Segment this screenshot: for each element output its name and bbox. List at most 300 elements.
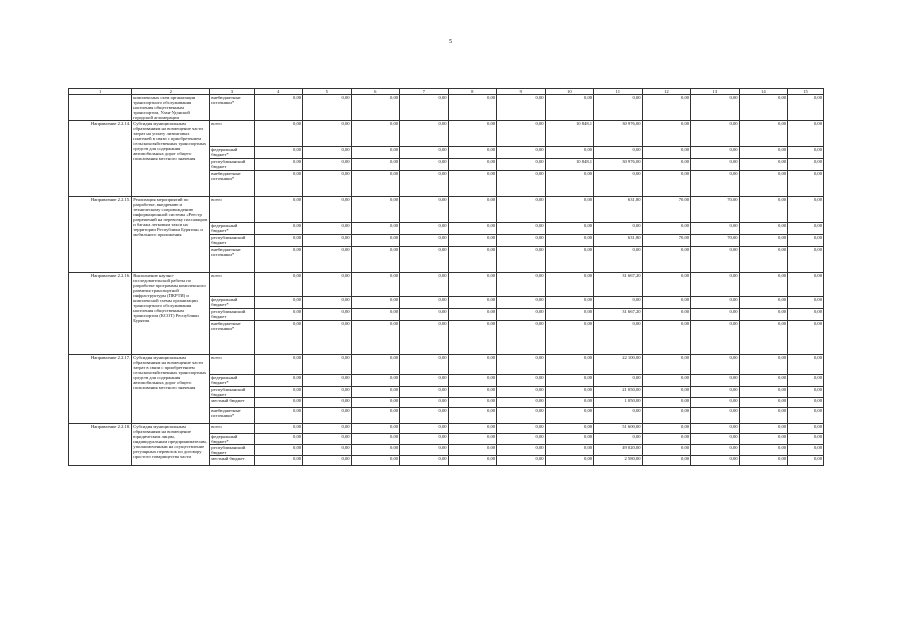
value-cell: 0,00 — [351, 159, 400, 171]
value-cell: 70,00 — [642, 235, 691, 247]
value-cell: 0,00 — [351, 247, 400, 273]
value-cell: 0,00 — [448, 408, 497, 424]
table-row — [69, 197, 824, 223]
value-cell: 10 848,1 — [545, 121, 594, 147]
funding-source-cell: внебюджетные источники* — [210, 408, 254, 424]
column-header: 6 — [351, 89, 400, 95]
funding-source-cell: всего — [210, 355, 254, 375]
value-cell: 0,00 — [351, 321, 400, 355]
value-cell: 0,00 — [594, 321, 643, 355]
value-cell: 0,00 — [545, 456, 594, 466]
value-cell: 0,00 — [642, 223, 691, 235]
value-cell: 0,00 — [545, 387, 594, 398]
value-cell: 0,00 — [788, 398, 824, 408]
value-cell: 0,00 — [739, 445, 788, 456]
value-cell: 0,00 — [351, 147, 400, 159]
funding-source-cell: внебюджетные источники* — [210, 321, 254, 355]
value-cell: 0,00 — [497, 297, 546, 309]
value-cell: 0,00 — [254, 197, 303, 223]
value-cell: 0,00 — [497, 235, 546, 247]
value-cell: 0,00 — [351, 121, 400, 147]
value-cell: 49 020,00 — [594, 445, 643, 456]
value-cell: 0,00 — [788, 297, 824, 309]
value-cell: 0,00 — [788, 247, 824, 273]
value-cell: 0,00 — [642, 445, 691, 456]
value-cell: 0,00 — [448, 171, 497, 197]
value-cell: 0,00 — [691, 321, 740, 355]
value-cell: 0,00 — [254, 159, 303, 171]
value-cell: 0,00 — [400, 445, 449, 456]
value-cell: 0,00 — [545, 309, 594, 321]
value-cell: 0,00 — [691, 355, 740, 375]
value-cell: 0,00 — [642, 424, 691, 434]
value-cell: 0,00 — [691, 445, 740, 456]
value-cell: 0,00 — [400, 235, 449, 247]
value-cell: 0,00 — [739, 223, 788, 235]
value-cell: 0,00 — [448, 273, 497, 297]
value-cell: 0,00 — [545, 321, 594, 355]
value-cell: 0,00 — [739, 247, 788, 273]
direction-cell: Направление 2.2.16. — [69, 273, 132, 355]
value-cell: 0,00 — [739, 121, 788, 147]
value-cell: 0,00 — [351, 375, 400, 387]
value-cell: 0,00 — [400, 309, 449, 321]
value-cell: 0,00 — [642, 95, 691, 121]
direction-cell: Направление 2.2.14. — [69, 121, 132, 197]
value-cell: 0,00 — [254, 247, 303, 273]
value-cell: 10 848,1 — [545, 159, 594, 171]
column-header: 9 — [497, 89, 546, 95]
table-row — [69, 95, 824, 121]
value-cell: 0,00 — [254, 121, 303, 147]
table-row — [69, 424, 824, 434]
value-cell: 0,00 — [691, 297, 740, 309]
value-cell: 0,00 — [691, 159, 740, 171]
value-cell: 0,00 — [448, 456, 497, 466]
value-cell: 0,00 — [545, 434, 594, 445]
value-cell: 0,00 — [739, 159, 788, 171]
value-cell: 0,00 — [691, 424, 740, 434]
value-cell: 0,00 — [739, 235, 788, 247]
value-cell: 0,00 — [691, 387, 740, 398]
value-cell: 0,00 — [497, 321, 546, 355]
funding-source-cell: всего — [210, 197, 254, 223]
value-cell: 0,00 — [545, 235, 594, 247]
value-cell: 0,00 — [545, 95, 594, 121]
value-cell: 0,00 — [497, 95, 546, 121]
value-cell: 0,00 — [497, 197, 546, 223]
direction-cell: Направление 2.2.15. — [69, 197, 132, 273]
value-cell: 0,00 — [788, 424, 824, 434]
value-cell: 631,80 — [594, 235, 643, 247]
value-cell: 0,00 — [642, 398, 691, 408]
value-cell: 0,00 — [788, 434, 824, 445]
value-cell: 1 050,00 — [594, 398, 643, 408]
funding-source-cell: местный бюджет — [210, 456, 254, 466]
value-cell: 0,00 — [400, 434, 449, 445]
measure-name-cell: Реализация мероприятий по разработке, внедрению и техническому сопровождению информационной системы «Реестр разрешений на перевозку пассажиров и багажа легковым такси на территории Республики Бурятия» и мобильного приложения — [132, 197, 210, 273]
column-header: 5 — [303, 89, 352, 95]
value-cell: 0,00 — [691, 434, 740, 445]
value-cell: 0,00 — [739, 321, 788, 355]
value-cell: 0,00 — [497, 434, 546, 445]
funding-source-cell: внебюджетные источники* — [210, 171, 254, 197]
funding-source-cell: федеральный бюджет* — [210, 223, 254, 235]
measure-name-cell: Субсидия муниципальным образованиям на возмещение части затрат на уплату лизинговых платежей в связи с приобретением сельскохозяйственных транспортных средств для содержания автомобильных дорог общего пользования местного значения — [132, 121, 210, 197]
value-cell: 0,00 — [254, 424, 303, 434]
value-cell: 0,00 — [497, 408, 546, 424]
value-cell: 0,00 — [788, 121, 824, 147]
value-cell: 0,00 — [497, 147, 546, 159]
value-cell: 0,00 — [642, 375, 691, 387]
value-cell: 0,00 — [400, 197, 449, 223]
value-cell: 0,00 — [448, 375, 497, 387]
value-cell: 0,00 — [497, 273, 546, 297]
value-cell: 0,00 — [739, 355, 788, 375]
value-cell: 0,00 — [351, 297, 400, 309]
column-header: 8 — [448, 89, 497, 95]
value-cell: 0,00 — [254, 171, 303, 197]
table-row — [69, 355, 824, 375]
value-cell: 0,00 — [303, 456, 352, 466]
value-cell: 0,00 — [545, 171, 594, 197]
value-cell: 22 100,00 — [594, 355, 643, 375]
funding-source-cell: федеральный бюджет* — [210, 375, 254, 387]
value-cell: 0,00 — [303, 387, 352, 398]
value-cell: 0,00 — [545, 424, 594, 434]
value-cell: 70,00 — [691, 197, 740, 223]
value-cell: 0,00 — [545, 408, 594, 424]
column-header: 3 — [210, 89, 254, 95]
value-cell: 0,00 — [594, 95, 643, 121]
value-cell: 0,00 — [739, 408, 788, 424]
value-cell: 0,00 — [497, 456, 546, 466]
value-cell: 0,00 — [303, 95, 352, 121]
budget-table — [68, 88, 824, 466]
value-cell: 0,00 — [594, 223, 643, 235]
funding-source-cell: республиканский бюджет — [210, 445, 254, 456]
value-cell: 70,00 — [642, 197, 691, 223]
value-cell: 0,00 — [351, 223, 400, 235]
value-cell: 0,00 — [254, 235, 303, 247]
value-cell: 0,00 — [691, 147, 740, 159]
value-cell: 0,00 — [691, 408, 740, 424]
value-cell: 0,00 — [691, 121, 740, 147]
value-cell: 0,00 — [739, 171, 788, 197]
value-cell: 0,00 — [691, 456, 740, 466]
value-cell: 0,00 — [254, 355, 303, 375]
value-cell: 0,00 — [400, 355, 449, 375]
value-cell: 30 976,00 — [594, 159, 643, 171]
value-cell: 0,00 — [448, 197, 497, 223]
value-cell: 0,00 — [351, 387, 400, 398]
funding-source-cell: всего — [210, 273, 254, 297]
value-cell: 0,00 — [400, 408, 449, 424]
measure-name-cell: Субсидия муниципальным образованиям на возмещение части затрат в связи с приобретением сельскохозяйственных транспортных средств для содержания автомобильных дорог общего пользования местного значения — [132, 355, 210, 424]
value-cell: 0,00 — [351, 434, 400, 445]
column-header: 13 — [691, 89, 740, 95]
value-cell: 631,80 — [594, 197, 643, 223]
value-cell: 0,00 — [254, 387, 303, 398]
value-cell: 0,00 — [594, 434, 643, 445]
funding-source-cell: республиканский бюджет — [210, 159, 254, 171]
funding-source-cell: республиканский бюджет — [210, 309, 254, 321]
funding-source-cell: республиканский бюджет — [210, 387, 254, 398]
value-cell: 0,00 — [448, 297, 497, 309]
funding-source-cell: местный бюджет — [210, 398, 254, 408]
table-row — [69, 273, 824, 297]
value-cell: 0,00 — [788, 197, 824, 223]
value-cell: 0,00 — [254, 147, 303, 159]
value-cell: 0,00 — [739, 387, 788, 398]
value-cell: 0,00 — [642, 247, 691, 273]
value-cell: 0,00 — [254, 273, 303, 297]
value-cell: 0,00 — [691, 398, 740, 408]
value-cell: 0,00 — [739, 273, 788, 297]
direction-cell: Направление 2.2.17. — [69, 355, 132, 424]
value-cell: 0,00 — [642, 147, 691, 159]
value-cell: 0,00 — [739, 309, 788, 321]
value-cell: 0,00 — [254, 445, 303, 456]
value-cell: 0,00 — [303, 398, 352, 408]
value-cell: 0,00 — [351, 95, 400, 121]
value-cell: 0,00 — [497, 387, 546, 398]
value-cell: 0,00 — [545, 297, 594, 309]
value-cell: 0,00 — [448, 387, 497, 398]
value-cell: 0,00 — [303, 434, 352, 445]
value-cell: 0,00 — [351, 171, 400, 197]
value-cell: 0,00 — [594, 408, 643, 424]
column-header: 11 — [594, 89, 643, 95]
value-cell: 0,00 — [497, 121, 546, 147]
funding-source-cell: всего — [210, 121, 254, 147]
value-cell: 0,00 — [254, 309, 303, 321]
value-cell: 0,00 — [303, 445, 352, 456]
value-cell: 0,00 — [788, 375, 824, 387]
value-cell: 30 976,00 — [594, 121, 643, 147]
value-cell: 0,00 — [303, 424, 352, 434]
value-cell: 0,00 — [448, 321, 497, 355]
value-cell: 0,00 — [497, 247, 546, 273]
measure-name-cell: Субсидия муниципальным образованиям на возмещение юридическим лицам, индивидуальным предпринимателям, уполномоченным на осуществление регулярных перевозок по договору простого товарищества части — [132, 424, 210, 466]
value-cell: 0,00 — [788, 223, 824, 235]
funding-source-cell: республиканский бюджет — [210, 235, 254, 247]
value-cell: 0,00 — [739, 434, 788, 445]
value-cell: 0,00 — [448, 445, 497, 456]
value-cell: 0,00 — [400, 223, 449, 235]
column-header: 1 — [69, 89, 132, 95]
value-cell: 0,00 — [303, 197, 352, 223]
value-cell: 0,00 — [594, 375, 643, 387]
value-cell: 0,00 — [400, 247, 449, 273]
column-header: 14 — [739, 89, 788, 95]
value-cell: 0,00 — [739, 398, 788, 408]
value-cell: 0,00 — [400, 95, 449, 121]
value-cell: 0,00 — [351, 197, 400, 223]
table-body — [69, 95, 824, 466]
value-cell: 0,00 — [691, 309, 740, 321]
value-cell: 0,00 — [594, 297, 643, 309]
value-cell: 0,00 — [739, 456, 788, 466]
value-cell: 0,00 — [448, 309, 497, 321]
value-cell: 0,00 — [691, 273, 740, 297]
value-cell: 0,00 — [254, 223, 303, 235]
value-cell: 0,00 — [497, 355, 546, 375]
value-cell: 0,00 — [448, 247, 497, 273]
table-row — [69, 121, 824, 147]
value-cell: 0,00 — [303, 321, 352, 355]
value-cell: 0,00 — [448, 121, 497, 147]
value-cell: 0,00 — [691, 247, 740, 273]
value-cell: 0,00 — [594, 147, 643, 159]
value-cell: 0,00 — [545, 273, 594, 297]
value-cell: 0,00 — [351, 235, 400, 247]
value-cell: 2 580,00 — [594, 456, 643, 466]
value-cell: 0,00 — [788, 95, 824, 121]
funding-source-cell: всего — [210, 424, 254, 434]
value-cell: 0,00 — [448, 434, 497, 445]
value-cell: 0,00 — [400, 398, 449, 408]
funding-source-cell: внебюджетные источники* — [210, 247, 254, 273]
value-cell: 0,00 — [545, 445, 594, 456]
value-cell: 0,00 — [642, 171, 691, 197]
value-cell: 0,00 — [254, 321, 303, 355]
value-cell: 0,00 — [642, 297, 691, 309]
value-cell: 0,00 — [691, 223, 740, 235]
value-cell: 0,00 — [254, 434, 303, 445]
value-cell: 0,00 — [545, 197, 594, 223]
value-cell: 0,00 — [303, 375, 352, 387]
value-cell: 21 050,00 — [594, 387, 643, 398]
value-cell: 0,00 — [303, 355, 352, 375]
value-cell: 0,00 — [254, 375, 303, 387]
value-cell: 0,00 — [497, 398, 546, 408]
value-cell: 0,00 — [448, 159, 497, 171]
direction-cell — [69, 95, 132, 121]
value-cell: 0,00 — [497, 445, 546, 456]
value-cell: 0,00 — [448, 147, 497, 159]
value-cell: 0,00 — [303, 247, 352, 273]
value-cell: 31 667,20 — [594, 309, 643, 321]
value-cell: 0,00 — [788, 321, 824, 355]
value-cell: 0,00 — [691, 375, 740, 387]
value-cell: 0,00 — [642, 434, 691, 445]
value-cell: 0,00 — [303, 309, 352, 321]
value-cell: 0,00 — [400, 273, 449, 297]
column-header: 7 — [400, 89, 449, 95]
value-cell: 0,00 — [788, 387, 824, 398]
value-cell: 0,00 — [400, 159, 449, 171]
value-cell: 0,00 — [642, 121, 691, 147]
value-cell: 0,00 — [497, 375, 546, 387]
value-cell: 0,00 — [739, 197, 788, 223]
value-cell: 0,00 — [303, 159, 352, 171]
funding-source-cell: федеральный бюджет* — [210, 147, 254, 159]
value-cell: 0,00 — [739, 147, 788, 159]
value-cell: 0,00 — [642, 456, 691, 466]
value-cell: 0,00 — [545, 223, 594, 235]
value-cell: 0,00 — [497, 223, 546, 235]
value-cell: 0,00 — [303, 223, 352, 235]
value-cell: 0,00 — [351, 398, 400, 408]
value-cell: 0,00 — [545, 398, 594, 408]
value-cell: 0,00 — [691, 171, 740, 197]
value-cell: 0,00 — [545, 247, 594, 273]
value-cell: 0,00 — [642, 408, 691, 424]
value-cell: 0,00 — [642, 159, 691, 171]
value-cell: 0,00 — [448, 398, 497, 408]
value-cell: 0,00 — [788, 355, 824, 375]
column-header: 10 — [545, 89, 594, 95]
value-cell: 0,00 — [400, 456, 449, 466]
page-number: 5 — [449, 39, 452, 45]
value-cell: 0,00 — [351, 273, 400, 297]
value-cell: 0,00 — [303, 147, 352, 159]
value-cell: 0,00 — [400, 424, 449, 434]
value-cell: 51 600,00 — [594, 424, 643, 434]
funding-source-cell: федеральный бюджет* — [210, 434, 254, 445]
value-cell: 0,00 — [788, 171, 824, 197]
value-cell: 0,00 — [400, 387, 449, 398]
value-cell: 70,00 — [691, 235, 740, 247]
value-cell: 0,00 — [400, 297, 449, 309]
value-cell: 0,00 — [351, 445, 400, 456]
value-cell: 0,00 — [351, 355, 400, 375]
value-cell: 0,00 — [303, 408, 352, 424]
direction-cell: Направление 2.2.18. — [69, 424, 132, 466]
value-cell: 0,00 — [497, 171, 546, 197]
value-cell: 0,00 — [351, 424, 400, 434]
value-cell: 31 667,20 — [594, 273, 643, 297]
value-cell: 0,00 — [788, 235, 824, 247]
value-cell: 0,00 — [691, 95, 740, 121]
column-header: 4 — [254, 89, 303, 95]
value-cell: 0,00 — [497, 159, 546, 171]
value-cell: 0,00 — [448, 355, 497, 375]
column-header: 15 — [788, 89, 824, 95]
value-cell: 0,00 — [642, 355, 691, 375]
funding-source-cell: внебюджетные источники* — [210, 95, 254, 121]
value-cell: 0,00 — [788, 309, 824, 321]
value-cell: 0,00 — [594, 247, 643, 273]
value-cell: 0,00 — [739, 297, 788, 309]
value-cell: 0,00 — [448, 223, 497, 235]
value-cell: 0,00 — [254, 456, 303, 466]
value-cell: 0,00 — [642, 309, 691, 321]
value-cell: 0,00 — [351, 456, 400, 466]
value-cell: 0,00 — [497, 424, 546, 434]
value-cell: 0,00 — [400, 321, 449, 355]
value-cell: 0,00 — [303, 171, 352, 197]
value-cell: 0,00 — [642, 321, 691, 355]
value-cell: 0,00 — [254, 408, 303, 424]
value-cell: 0,00 — [545, 375, 594, 387]
column-header: 12 — [642, 89, 691, 95]
value-cell: 0,00 — [545, 355, 594, 375]
value-cell: 0,00 — [788, 456, 824, 466]
value-cell: 0,00 — [303, 121, 352, 147]
value-cell: 0,00 — [254, 297, 303, 309]
value-cell: 0,00 — [788, 445, 824, 456]
measure-name-cell: комплексных схем организации транспортного обслуживания населения общественным транспортом, Улан-Удэнской городской агломерации — [132, 95, 210, 121]
funding-source-cell: федеральный бюджет* — [210, 297, 254, 309]
value-cell: 0,00 — [739, 375, 788, 387]
value-cell: 0,00 — [303, 273, 352, 297]
value-cell: 0,00 — [642, 387, 691, 398]
value-cell: 0,00 — [303, 235, 352, 247]
value-cell: 0,00 — [545, 147, 594, 159]
value-cell: 0,00 — [448, 235, 497, 247]
